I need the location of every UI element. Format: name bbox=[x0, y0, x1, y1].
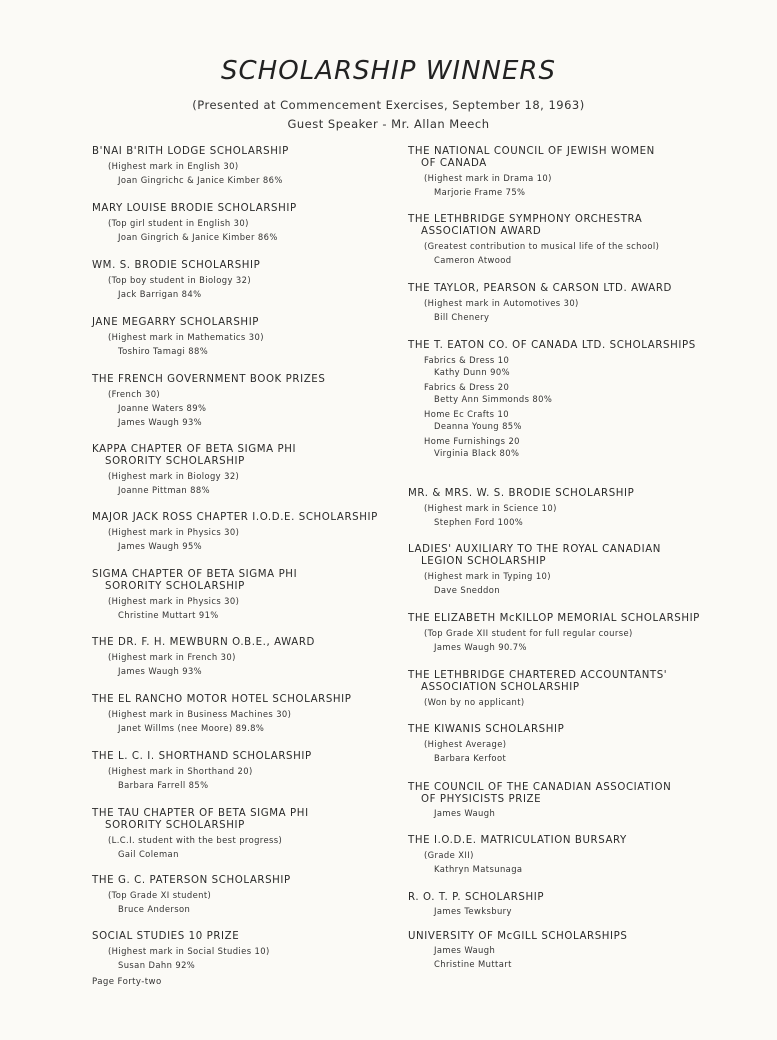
scholarship-criteria: (Highest mark in Shorthand 20) bbox=[108, 766, 253, 776]
scholarship-entry bbox=[408, 283, 708, 324]
scholarship-title: R. O. T. P. SCHOLARSHIP bbox=[408, 892, 545, 903]
scholarship-criteria: (Grade XII) bbox=[424, 850, 474, 860]
scholarship-winner: James Waugh 90.7% bbox=[434, 641, 527, 652]
scholarship-criteria: (Top Grade XI student) bbox=[108, 890, 212, 900]
scholarship-title-continued: LEGION SCHOLARSHIP bbox=[421, 556, 547, 567]
scholarship-winner: Christine Muttart 91% bbox=[118, 609, 219, 620]
scholarship-entry bbox=[92, 694, 382, 735]
scholarship-title-continued: OF PHYSICISTS PRIZE bbox=[421, 794, 542, 805]
scholarship-criteria: (Highest mark in Biology 32) bbox=[108, 471, 240, 481]
scholarship-criteria: (L.C.I. student with the best progress) bbox=[108, 835, 283, 845]
scholarship-title: THE DR. F. H. MEWBURN O.B.E., AWARD bbox=[92, 637, 315, 648]
scholarship-title-continued: SORORITY SCHOLARSHIP bbox=[105, 456, 245, 467]
scholarship-title: THE NATIONAL COUNCIL OF JEWISH WOMEN bbox=[408, 146, 655, 157]
scholarship-entry bbox=[92, 203, 382, 244]
scholarship-title: THE LETHBRIDGE SYMPHONY ORCHESTRA bbox=[408, 214, 643, 225]
course-label: Home Furnishings 20 bbox=[424, 436, 520, 446]
scholarship-entry bbox=[92, 374, 382, 429]
scholarship-entry bbox=[92, 569, 382, 622]
scholarship-entry bbox=[408, 724, 708, 765]
scholarship-winner: James Waugh 95% bbox=[118, 540, 203, 551]
scholarship-entry bbox=[408, 931, 708, 971]
scholarship-winner: Christine Muttart bbox=[434, 959, 512, 969]
scholarship-entry bbox=[92, 637, 382, 678]
scholarship-winner: Kathy Dunn 90% bbox=[434, 367, 510, 377]
presentation-note: (Presented at Commencement Exercises, September 18, 1963) bbox=[192, 98, 585, 112]
course-label: Fabrics & Dress 20 bbox=[424, 382, 510, 392]
scholarship-winner: Joanne Pittman 88% bbox=[118, 484, 210, 495]
scholarship-winner: Deanna Young 85% bbox=[434, 421, 522, 431]
guest-speaker: Guest Speaker - Mr. Allan Meech bbox=[287, 117, 490, 131]
scholarship-criteria: (Highest Average) bbox=[424, 739, 507, 749]
scholarship-entry bbox=[92, 875, 382, 916]
scholarship-criteria: (Highest mark in Typing 10) bbox=[424, 571, 551, 581]
scholarship-title: THE EL RANCHO MOTOR HOTEL SCHOLARSHIP bbox=[92, 694, 352, 705]
scholarship-entry bbox=[408, 782, 708, 820]
scholarship-criteria: (Highest mark in Physics 30) bbox=[108, 596, 240, 606]
scholarship-winner: Toshiro Tamagi 88% bbox=[118, 345, 209, 356]
scholarship-criteria: (Top boy student in Biology 32) bbox=[108, 275, 251, 285]
scholarship-winner: James Waugh 93% bbox=[118, 416, 203, 427]
scholarship-title-continued: OF CANADA bbox=[421, 158, 487, 169]
scholarship-title-continued: SORORITY SCHOLARSHIP bbox=[105, 820, 245, 831]
scholarship-title: THE FRENCH GOVERNMENT BOOK PRIZES bbox=[92, 374, 326, 385]
scholarship-title: THE TAU CHAPTER OF BETA SIGMA PHI bbox=[92, 808, 309, 819]
scholarship-entry bbox=[92, 260, 382, 301]
scholarship-title: THE I.O.D.E. MATRICULATION BURSARY bbox=[408, 835, 627, 846]
scholarship-title-continued: ASSOCIATION AWARD bbox=[421, 226, 542, 237]
scholarship-entry bbox=[408, 613, 708, 654]
scholarship-title: THE ELIZABETH McKILLOP MEMORIAL SCHOLARSHIP bbox=[408, 613, 700, 624]
scholarship-entry bbox=[92, 512, 382, 553]
scholarship-title: SOCIAL STUDIES 10 PRIZE bbox=[92, 931, 240, 942]
scholarship-winner: Janet Willms (nee Moore) 89.8% bbox=[118, 722, 265, 733]
scholarship-entry bbox=[92, 317, 382, 358]
scholarship-entry bbox=[408, 670, 708, 709]
page-title: SCHOLARSHIP WINNERS bbox=[221, 56, 556, 86]
scholarship-winner: Joanne Waters 89% bbox=[118, 402, 207, 413]
scholarship-criteria: (Highest mark in Science 10) bbox=[424, 503, 557, 513]
page-number: Page Forty-two bbox=[92, 977, 162, 987]
scholarship-title: THE COUNCIL OF THE CANADIAN ASSOCIATION bbox=[408, 782, 672, 793]
scholarship-entry bbox=[92, 146, 382, 187]
scholarship-winner: Kathryn Matsunaga bbox=[434, 863, 523, 874]
scholarship-entry bbox=[92, 751, 382, 792]
scholarship-criteria: (Highest mark in Mathematics 30) bbox=[108, 332, 264, 342]
scholarship-winner: James Tewksbury bbox=[434, 906, 512, 916]
course-label: Fabrics & Dress 10 bbox=[424, 355, 510, 365]
scholarship-winner: James Waugh 93% bbox=[118, 665, 203, 676]
scholarship-winner: Virginia Black 80% bbox=[434, 448, 520, 458]
scholarship-title: MARY LOUISE BRODIE SCHOLARSHIP bbox=[92, 203, 297, 214]
scholarship-entry bbox=[408, 544, 708, 597]
scholarship-title-continued: ASSOCIATION SCHOLARSHIP bbox=[421, 682, 580, 693]
scholarship-entry bbox=[408, 835, 708, 876]
scholarship-criteria: (Greatest contribution to musical life of the school) bbox=[424, 241, 660, 251]
scholarship-criteria: (Highest mark in Physics 30) bbox=[108, 527, 240, 537]
scholarship-title: THE LETHBRIDGE CHARTERED ACCOUNTANTS' bbox=[408, 670, 668, 681]
scholarship-title: THE TAYLOR, PEARSON & CARSON LTD. AWARD bbox=[408, 283, 672, 294]
scholarship-winner: Bill Chenery bbox=[434, 311, 490, 322]
scholarship-title: THE T. EATON CO. OF CANADA LTD. SCHOLARSHIPS bbox=[408, 340, 696, 351]
scholarship-title: THE L. C. I. SHORTHAND SCHOLARSHIP bbox=[92, 751, 312, 762]
scholarship-entry bbox=[408, 892, 708, 918]
scholarship-winner: Barbara Kerfoot bbox=[434, 752, 507, 763]
scholarship-title: B'NAI B'RITH LODGE SCHOLARSHIP bbox=[92, 146, 289, 157]
scholarship-winner: Joan Gingrich & Janice Kimber 86% bbox=[118, 231, 278, 242]
scholarship-criteria: (Highest mark in Social Studies 10) bbox=[108, 946, 270, 956]
scholarship-entry bbox=[408, 146, 708, 199]
scholarship-title: MAJOR JACK ROSS CHAPTER I.O.D.E. SCHOLARSHIP bbox=[92, 512, 378, 523]
scholarship-entry bbox=[408, 214, 708, 267]
scholarship-winner: Cameron Atwood bbox=[434, 254, 512, 265]
scholarship-criteria: (Highest mark in Business Machines 30) bbox=[108, 709, 292, 719]
scholarship-criteria: (French 30) bbox=[108, 389, 161, 399]
scholarship-winner: Susan Dahn 92% bbox=[118, 959, 196, 970]
scholarship-winner: James Waugh bbox=[434, 808, 496, 818]
scholarship-criteria: (Highest mark in English 30) bbox=[108, 161, 239, 171]
course-label: Home Ec Crafts 10 bbox=[424, 409, 509, 419]
scholarship-criteria: (Top Grade XII student for full regular course) bbox=[424, 628, 633, 638]
scholarship-entry bbox=[408, 488, 708, 529]
scholarship-winner: Marjorie Frame 75% bbox=[434, 186, 526, 197]
scholarship-entry bbox=[408, 340, 708, 460]
scholarship-winner: Jack Barrigan 84% bbox=[118, 288, 202, 299]
scholarship-criteria: (Highest mark in French 30) bbox=[108, 652, 236, 662]
scholarship-entry bbox=[92, 931, 382, 972]
scholarship-entry bbox=[92, 444, 382, 497]
scholarship-winner: Gail Coleman bbox=[118, 848, 179, 859]
scholarship-title: LADIES' AUXILIARY TO THE ROYAL CANADIAN bbox=[408, 544, 662, 555]
scholarship-title: THE KIWANIS SCHOLARSHIP bbox=[408, 724, 565, 735]
scholarship-title: THE G. C. PATERSON SCHOLARSHIP bbox=[92, 875, 291, 886]
scholarship-title: UNIVERSITY OF McGILL SCHOLARSHIPS bbox=[408, 931, 628, 942]
scholarship-title: WM. S. BRODIE SCHOLARSHIP bbox=[92, 260, 261, 271]
scholarship-winner: Joan Gingrichc & Janice Kimber 86% bbox=[118, 174, 283, 185]
scholarship-title: SIGMA CHAPTER OF BETA SIGMA PHI bbox=[92, 569, 298, 580]
scholarship-winner: Bruce Anderson bbox=[118, 903, 191, 914]
scholarship-winner: Betty Ann Simmonds 80% bbox=[434, 394, 553, 404]
scholarship-criteria: (Highest mark in Drama 10) bbox=[424, 173, 552, 183]
scholarship-criteria: (Won by no applicant) bbox=[424, 697, 525, 707]
scholarship-winner: Stephen Ford 100% bbox=[434, 516, 524, 527]
scholarship-title-continued: SORORITY SCHOLARSHIP bbox=[105, 581, 245, 592]
scholarship-winner: Dave Sneddon bbox=[434, 584, 500, 595]
scholarship-title: MR. & MRS. W. S. BRODIE SCHOLARSHIP bbox=[408, 488, 635, 499]
scholarship-entry bbox=[92, 808, 382, 861]
scholarship-title: JANE MEGARRY SCHOLARSHIP bbox=[92, 317, 260, 328]
scholarship-criteria: (Highest mark in Automotives 30) bbox=[424, 298, 579, 308]
scholarship-criteria: (Top girl student in English 30) bbox=[108, 218, 249, 228]
scholarship-winner: James Waugh bbox=[434, 945, 496, 955]
scholarship-title: KAPPA CHAPTER OF BETA SIGMA PHI bbox=[92, 444, 297, 455]
scholarship-winner: Barbara Farrell 85% bbox=[118, 779, 209, 790]
